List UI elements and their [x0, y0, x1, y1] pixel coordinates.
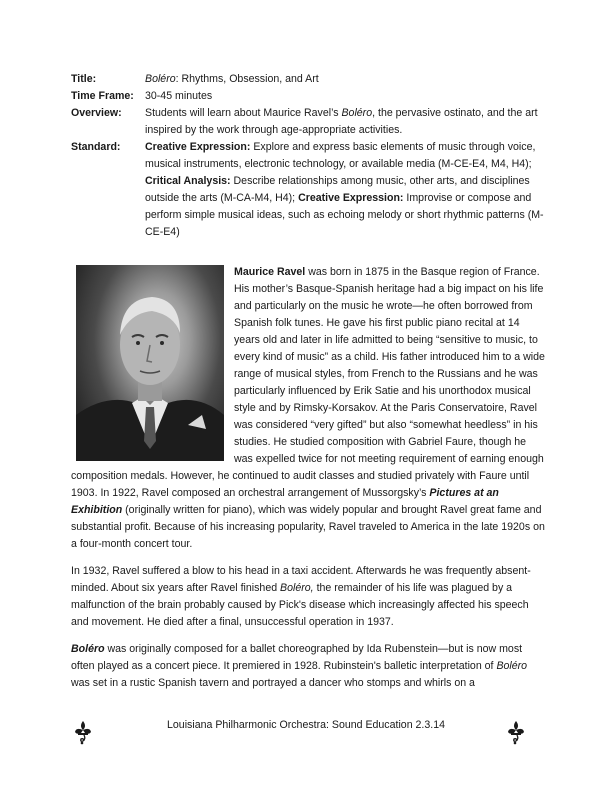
biography: [71, 264, 546, 692]
title-row: [71, 71, 551, 88]
bio-p3-a: was originally composed for a ballet choreographed by Ida Rubenstein—but is now most often played as a concert piece. It premiered in 1928. Rubinstein's balletic interpretation of: [71, 643, 523, 672]
overview-label: Overview:: [71, 107, 122, 119]
bio-p2-a: In 1932, Ravel suffered a blow to his head in a taxi accident. Afterwards he was frequently absent-minded. About six years after Ravel finished: [71, 565, 531, 594]
bio-p1-a: was born in 1875 in the Basque region of France. His mother’s Basque-Spanish heritage had a big impact on his life and particularly on the music he wrote—he often borrowed from Spanish folk tunes. He gave his first public piano recital at 14 years old and later in life admitted to being “sensitive to music, to every kind of music” as a child. His father introduced him to a wide range of musical styles, from French to the Russians and he was particularly influenced by Erik Satie and his unorthodox musical style and by Rimsky-Korsakov. At the Paris Conservatoire, Ravel was considered “very gifted” but also “somewhat heedless” in his studies. He studied composition with Gabriel Faure, though he was expelled twice for not meeting requirement of earning enough composition medals. However, he continued to audit classes and studied privately with Faure until 1903. In 1922, Ravel composed an orchestral arrangement of Mussorgsky’s: [71, 266, 545, 499]
bio-p1-italic: Pictures at an Exhibition: [71, 487, 499, 516]
bio-p2-b: the remainder of his life was plagued by a malfunction of the brain probably caused by Pick's disease which increasingly affected his speech and movement. He died after a final, unsuccessful operation in 1937.: [71, 582, 529, 628]
bio-p1-b: (originally written for piano), which was widely popular and brought Ravel great fame and substantial profit. Because of his increasing popularity, Ravel traveled to America in the late 1920s on a four-month concert tour.: [71, 504, 545, 550]
bio-p3-italic: Boléro: [496, 660, 528, 672]
timeframe-label: Time Frame:: [71, 90, 134, 102]
overview-pre: Students will learn about Maurice Ravel’s: [145, 107, 342, 119]
standard-value: [145, 139, 551, 241]
page-footer: Louisiana Philharmonic Orchestra: Sound Education 2.3.14: [167, 719, 445, 731]
standard-3-label: Creative Expression:: [298, 192, 404, 204]
standard-1-text: Explore and express basic elements of music through voice, musical instruments, electronic technology, or available media (M-CE-E4, M4, H4);: [145, 141, 536, 170]
bio-paragraph-3: [71, 641, 546, 692]
standard-2-label: Critical Analysis:: [145, 175, 231, 187]
bio-paragraph-2: [71, 563, 546, 631]
standard-2-text: Describe relationships among music, other arts, and disciplines outside the arts (M-CA-M4, H4);: [145, 175, 530, 204]
bio-p2-italic: Boléro,: [280, 582, 314, 594]
overview-value: [145, 105, 551, 139]
standard-3-text: Improvise or compose and perform simple musical ideas, such as echoing melody or short rhythmic patterns (M-CE-E4): [145, 192, 544, 238]
bio-name: Maurice Ravel: [234, 266, 306, 278]
bio-p3-b: was set in a rustic Spanish tavern and portrayed a dancer who stomps and whirls on a: [71, 677, 475, 689]
title-label: Title:: [71, 73, 97, 85]
overview-italic: Boléro: [341, 107, 373, 119]
standard-1-label: Creative Expression:: [145, 141, 251, 153]
title-italic: Boléro: [145, 73, 176, 85]
bio-p3-bold-italic: Boléro: [71, 643, 105, 655]
title-value: [145, 71, 551, 88]
standard-row: [71, 139, 551, 241]
overview-post: , the pervasive ostinato, and the art inspired by the work through age-appropriate activities.: [145, 107, 538, 136]
overview-row: [71, 105, 551, 139]
timeframe-row: [71, 88, 551, 105]
ravel-portrait-photo: [76, 265, 224, 461]
timeframe-value: 30-45 minutes: [145, 90, 213, 102]
lesson-metadata: [71, 71, 551, 241]
standard-label: Standard:: [71, 141, 121, 153]
title-rest: : Rhythms, Obsession, and Art: [175, 73, 319, 85]
portrait-illustration: [76, 265, 224, 461]
